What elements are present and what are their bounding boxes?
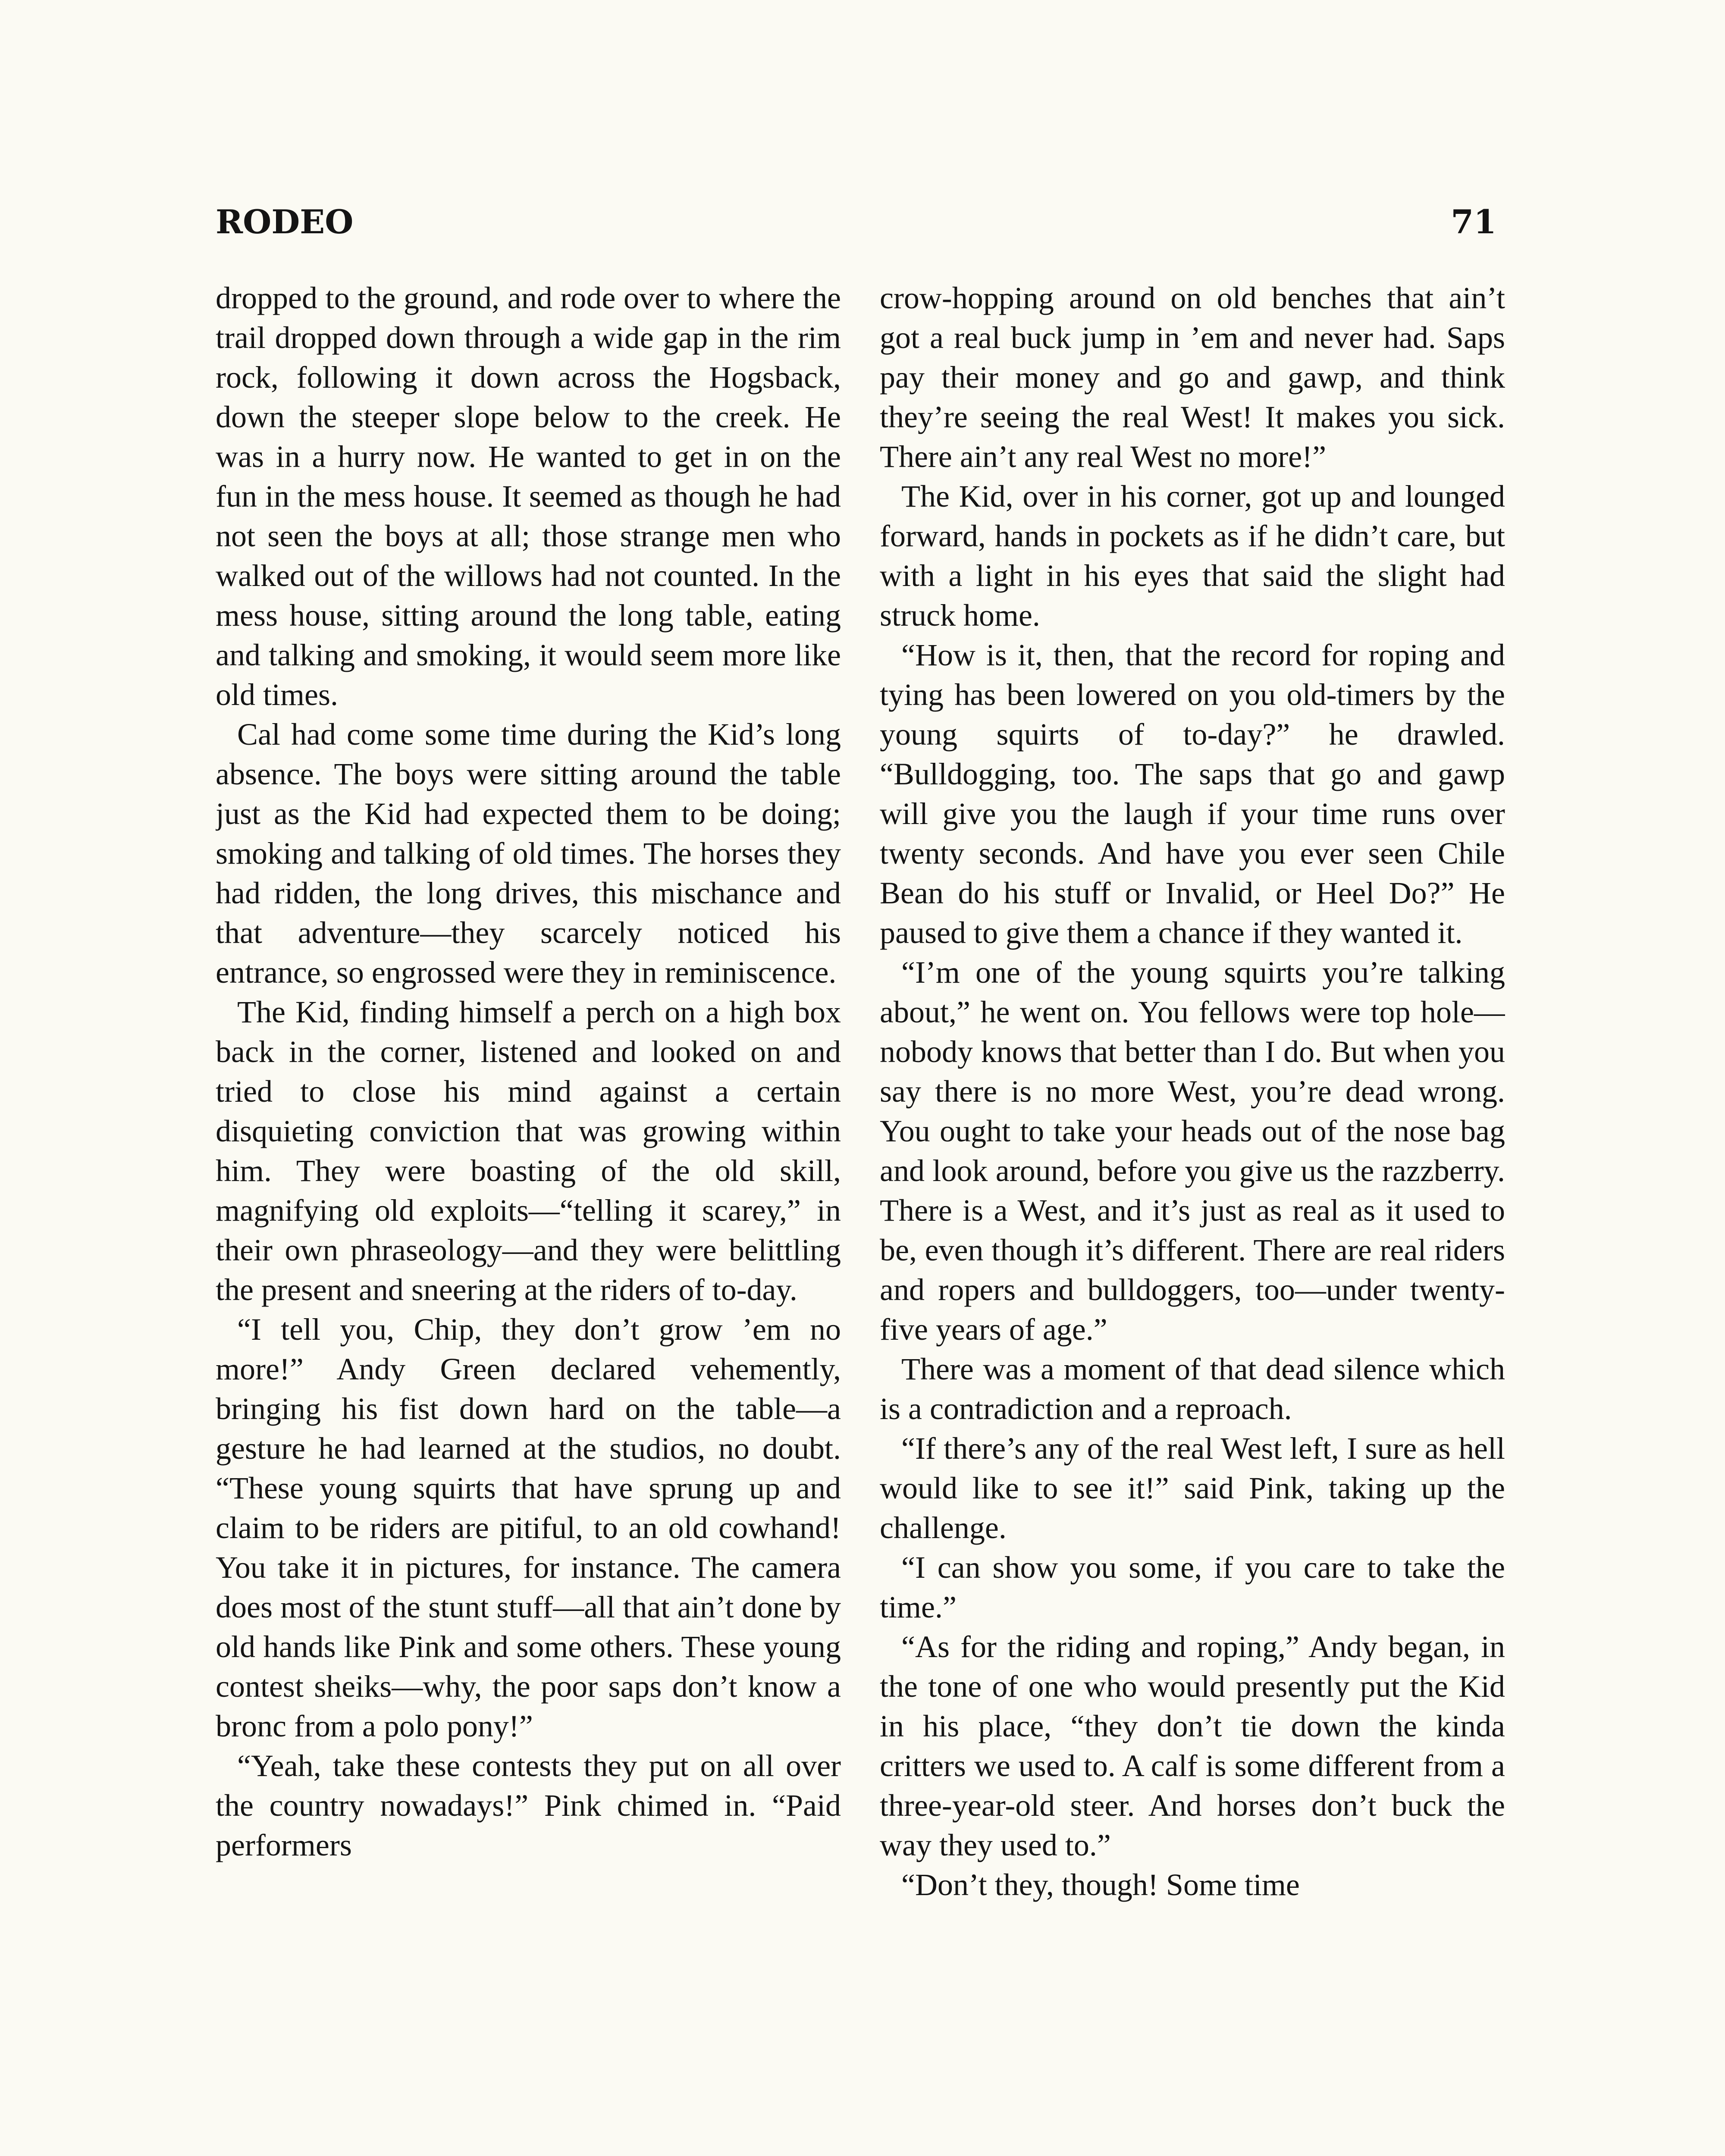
left-column — [216, 278, 841, 2156]
paragraph: Cal had come some time during the Kid’s long absence. The boys were sitting around the table just as the Kid had expected them to be doing; smoking and talking of old times. The horses they had ridden, the long drives, this mischance and that adventure—they scarcely noticed his entrance, so engrossed were they in reminiscence. — [216, 717, 841, 990]
paragraph: “I tell you, Chip, they don’t grow ’em no more!” Andy Green declared vehemently, bringing his fist down hard on the table—a gesture he had learned at the studios, no doubt. “These young squirts that have sprung up and claim to be riders are pitiful, to an old cowhand! You take it in pictures, for instance. The camera does most of the stunt stuff—all that ain’t done by old hands like Pink and some others. These young contest sheiks—why, the poor saps don’t know a bronc from a polo pony!” — [216, 1312, 841, 1743]
paragraph: “Yeah, take these contests they put on all over the country nowadays!” Pink chimed in. “Paid performers — [216, 1749, 841, 1862]
right-column — [880, 278, 1505, 2156]
paragraph: The Kid, over in his corner, got up and lounged forward, hands in pockets as if he didn’t care, but with a light in his eyes that said the slight had struck home. — [880, 479, 1505, 633]
running-title: RODEO — [216, 203, 354, 241]
paragraph: “As for the riding and roping,” Andy began, in the tone of one who would presently put the Kid in his place, “they don’t tie down the kinda critters we used to. A calf is some different from a three-year-old steer. And horses don’t buck the way they used to.” — [880, 1630, 1505, 1862]
page-number: 71 — [1451, 203, 1496, 241]
paragraph: crow-hopping around on old benches that ain’t got a real buck jump in ’em and never had. Saps pay their money and go and gawp, and think they’re seeing the real West! It makes you sick. There ain’t any real West no more!” — [880, 281, 1505, 474]
paragraph: “I’m one of the young squirts you’re talking about,” he went on. You fellows were top hole—nobody knows that better than I do. But when you say there is no more West, you’re dead wrong. You ought to take your heads out of the nose bag and look around, before you give us the razzberry. There is a West, and it’s just as real as it used to be, even though it’s different. There are real riders and ropers and bulldoggers, too—under twenty-five years of age.” — [880, 955, 1505, 1347]
running-header — [216, 203, 1496, 246]
paragraph: dropped to the ground, and rode over to where the trail dropped down through a wide gap in the rim rock, following it down across the Hogsback, down the steeper slope below to the creek. He was in a hurry now. He wanted to get in on the fun in the mess house. It seemed as though he had not seen the boys at all; those strange men who walked out of the willows had not counted. In the mess house, sitting around the long table, eating and talking and smoking, it would seem more like old times. — [216, 281, 841, 712]
paragraph: “Don’t they, though! Some time — [901, 1868, 1300, 1902]
paragraph: The Kid, finding himself a perch on a high box back in the corner, listened and looked on and tried to close his mind against a certain disquieting conviction that was growing within him. They were boasting of the old skill, magnifying old exploits—“telling it scarey,” in their own phraseology—and they were belittling the present and sneering at the riders of to-day. — [216, 995, 841, 1307]
paragraph: “How is it, then, that the record for roping and tying has been lowered on you old-timers by the young squirts of to-day?” he drawled. “Bulldogging, too. The saps that go and gawp will give you the laugh if your time runs over twenty seconds. And have you ever seen Chile Bean do his stuff or Invalid, or Heel Do?” He paused to give them a chance if they wanted it. — [880, 638, 1505, 950]
paragraph: “If there’s any of the real West left, I sure as hell would like to see it!” said Pink, taking up the challenge. — [880, 1431, 1505, 1545]
paragraph: There was a moment of that dead silence which is a contradiction and a reproach. — [880, 1352, 1505, 1426]
paragraph: “I can show you some, if you care to take the time.” — [880, 1550, 1505, 1624]
